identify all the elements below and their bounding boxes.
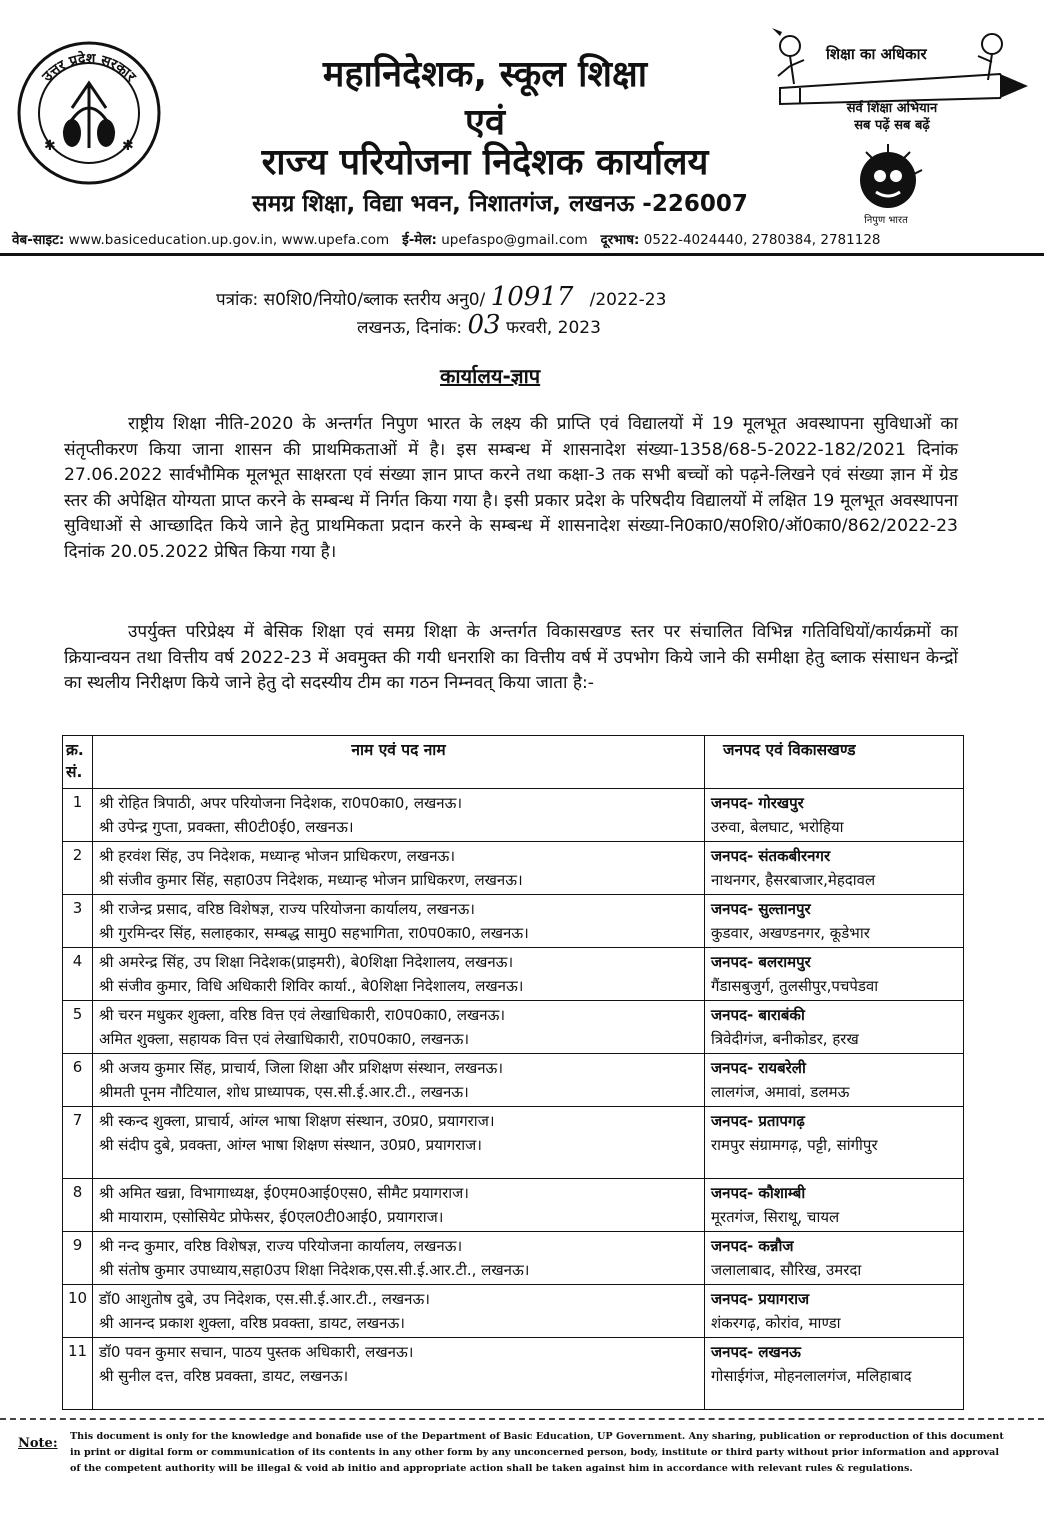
org-address: समग्र शिक्षा, विद्या भवन, निशातगंज, लखनऊ -226007: [252, 191, 748, 217]
email-label: ई-मेल:: [402, 232, 437, 248]
date-suffix: फरवरी, 2023: [505, 318, 601, 338]
row-district-blocks: [705, 1285, 964, 1338]
team-member-1: डॉ0 पवन कुमार सचान, पाठय पुस्तक अधिकारी, लखनऊ।: [99, 1343, 414, 1361]
district-name: जनपद- प्रयागराज: [711, 1290, 810, 1308]
date-line: [357, 310, 601, 340]
development-blocks: गोसाईगंज, मोहनलालगंज, मलिहाबाद: [711, 1367, 912, 1385]
row-serial-number: 8: [63, 1179, 93, 1232]
team-member-2: श्री संदीप दुबे, प्रवक्ता, आंग्ल भाषा शिक्षण संस्थान, उ0प्र0, प्रयागराज।: [99, 1136, 482, 1154]
phone-value: 0522-4024440, 2780384, 2781128: [643, 232, 881, 248]
team-member-1: श्री राजेन्द्र प्रसाद, वरिष्ठ विशेषज्ञ, राज्य परियोजना कार्यालय, लखनऊ।: [99, 900, 475, 918]
svg-text:✱: ✱: [44, 138, 56, 154]
row-team-members: [93, 1107, 705, 1179]
district-name: जनपद- बाराबंकी: [711, 1006, 805, 1024]
table-row: [63, 1285, 964, 1338]
table-row: [63, 1338, 964, 1410]
row-serial-number: 11: [63, 1338, 93, 1410]
team-member-2: श्री मायाराम, एसोसियेट प्रोफेसर, ई0एल0टी0आई0, प्रयागराज।: [99, 1208, 444, 1226]
team-member-1: श्री नन्द कुमार, वरिष्ठ विशेषज्ञ, राज्य परियोजना कार्यालय, लखनऊ।: [99, 1237, 463, 1255]
table-header-row: [63, 736, 964, 789]
reference-prefix: पत्रांक: स0शि0/नियो0/ब्लाक स्तरीय अनु0/: [216, 290, 486, 310]
row-serial-number: 6: [63, 1054, 93, 1107]
seal-text: उत्तर प्रदेश सरकार: [39, 50, 139, 85]
district-name: जनपद- संतकबीरनगर: [711, 847, 831, 865]
team-member-1: डॉ0 आशुतोष दुबे, उप निदेशक, एस.सी.ई.आर.टी., लखनऊ।: [99, 1290, 430, 1308]
row-serial-number: 9: [63, 1232, 93, 1285]
ssa-slogan-line1: सर्व शिक्षा अभियान: [846, 101, 938, 116]
reference-number-line: [216, 282, 666, 312]
development-blocks: नाथनगर, हैसरबाजार,मेहदावल: [711, 871, 876, 889]
table-row: [63, 1107, 964, 1179]
row-serial-number: 3: [63, 895, 93, 948]
row-team-members: [93, 842, 705, 895]
row-district-blocks: [705, 1179, 964, 1232]
row-team-members: [93, 1054, 705, 1107]
team-member-1: श्री स्कन्द शुक्ला, प्राचार्य, आंग्ल भाषा शिक्षण संस्थान, उ0प्र0, प्रयागराज।: [99, 1112, 495, 1130]
nipun-bharat-label: निपुण भारत: [864, 215, 908, 226]
row-team-members: [93, 1338, 705, 1410]
nipun-bharat-logo: [836, 138, 936, 216]
row-serial-number: 2: [63, 842, 93, 895]
body-paragraph-2: उपर्युक्त परिप्रेक्ष्य में बेसिक शिक्षा एवं समग्र शिक्षा के अन्तर्गत विकासखण्ड स्तर पर संचालित विभिन्न गतिविधियों/कार्यक्रमों का क्रियान्वयन तथा वित्तीय वर्ष 2022-23 में अवमुक्त की गयी धनराशि का वित्तीय वर्ष में उपभोग किये जाने की समीक्षा हेतु ब्लाक संसाधन केन्द्रों का स्थलीय निरीक्षण किये जाने हेतु दो सदस्यीय टीम का गठन निम्नवत् किया जाता है:-: [64, 622, 958, 693]
row-serial-number: 7: [63, 1107, 93, 1179]
ssa-slogan-line2: सब पढ़ें सब बढ़ें: [854, 118, 930, 133]
website-value[interactable]: www.basiceducation.up.gov.in, www.upefa.com: [68, 232, 390, 248]
row-district-blocks: [705, 1338, 964, 1410]
row-serial-number: 4: [63, 948, 93, 1001]
row-district-blocks: [705, 1107, 964, 1179]
phone-label: दूरभाष:: [600, 232, 640, 248]
team-member-2: श्री संतोष कुमार उपाध्याय,सहा0उप शिक्षा निदेशक,एस.सी.ई.आर.टी., लखनऊ।: [99, 1261, 530, 1279]
district-name: जनपद- प्रतापगढ़: [711, 1112, 805, 1130]
row-serial-number: 10: [63, 1285, 93, 1338]
row-district-blocks: [705, 948, 964, 1001]
district-name: जनपद- गोरखपुर: [711, 794, 804, 812]
table-body: [63, 789, 964, 1410]
row-team-members: [93, 895, 705, 948]
row-district-blocks: [705, 789, 964, 842]
table-row: [63, 842, 964, 895]
footer-divider: [0, 1418, 1044, 1421]
team-member-1: श्री हरवंश सिंह, उप निदेशक, मध्यान्ह भोजन प्राधिकरण, लखनऊ।: [99, 847, 456, 865]
team-member-2: श्री आनन्द प्रकाश शुक्ला, वरिष्ठ प्रवक्ता, डायट, लखनऊ।: [99, 1314, 405, 1332]
district-name: जनपद- कन्नौज: [711, 1237, 794, 1255]
up-government-seal-logo: [14, 38, 164, 188]
org-title-line2: एवं: [465, 102, 505, 143]
table-row: [63, 1054, 964, 1107]
footer-note-label: Note:: [18, 1436, 58, 1451]
contact-line: [12, 230, 1032, 248]
row-team-members: [93, 948, 705, 1001]
district-name: जनपद- लखनऊ: [711, 1343, 801, 1361]
org-title-line1: महानिदेशक, स्कूल शिक्षा: [322, 54, 648, 95]
team-member-2: श्रीमती पूनम नौटियाल, शोध प्राध्यापक, एस.सी.ई.आर.टी., लखनऊ।: [99, 1083, 469, 1101]
table-row: [63, 1001, 964, 1054]
team-member-2: श्री उपेन्द्र गुप्ता, प्रवक्ता, सी0टी0ई0, लखनऊ।: [99, 818, 354, 836]
row-district-blocks: [705, 1001, 964, 1054]
row-team-members: [93, 1179, 705, 1232]
team-member-1: श्री रोहित त्रिपाठी, अपर परियोजना निदेशक, रा0प0का0, लखनऊ।: [99, 794, 463, 812]
development-blocks: रामपुर संग्रामगढ़, पट्टी, सांगीपुर: [711, 1136, 878, 1154]
row-team-members: [93, 1001, 705, 1054]
date-prefix: लखनऊ, दिनांक:: [357, 318, 463, 338]
org-title-line3: राज्य परियोजना निदेशक कार्यालय: [261, 142, 709, 183]
team-member-1: श्री अमरेन्द्र सिंह, उप शिक्षा निदेशक(प्राइमरी), बे0शिक्षा निदेशालय, लखनऊ।: [99, 953, 514, 971]
reference-year: /2022-23: [589, 290, 667, 310]
development-blocks: लालगंज, अमावां, डलमऊ: [711, 1083, 850, 1101]
table-row: [63, 1232, 964, 1285]
district-name: जनपद- रायबरेली: [711, 1059, 806, 1077]
row-team-members: [93, 1232, 705, 1285]
district-name: जनपद- सुल्तानपुर: [711, 900, 811, 918]
website-label: वेब-साइट:: [12, 232, 65, 248]
development-blocks: गैंडासबुजुर्ग, तुलसीपुर,पचपेडवा: [711, 977, 879, 995]
team-member-2: श्री सुनील दत्त, वरिष्ठ प्रवक्ता, डायट, लखनऊ।: [99, 1367, 349, 1385]
row-team-members: [93, 1285, 705, 1338]
reference-number-handwritten: 10917: [490, 282, 574, 312]
development-blocks: शंकरगढ़, कोरांव, माण्डा: [711, 1314, 841, 1332]
development-blocks: जलालाबाद, सौरिख, उमरदा: [711, 1261, 862, 1279]
table-row: [63, 948, 964, 1001]
development-blocks: कुडवार, अखण्डनगर, कूडेभार: [711, 924, 870, 942]
district-name: जनपद- बलरामपुर: [711, 953, 811, 971]
development-blocks: मूरतगंज, सिराथू, चायल: [711, 1208, 840, 1226]
team-member-1: श्री अजय कुमार सिंह, प्राचार्य, जिला शिक्षा और प्रशिक्षण संस्थान, लखनऊ।: [99, 1059, 504, 1077]
team-member-2: श्री संजीव कुमार सिंह, सहा0उप निदेशक, मध्यान्ह भोजन प्राधिकरण, लखनऊ।: [99, 871, 523, 889]
table-row: [63, 1179, 964, 1232]
table-row: [63, 789, 964, 842]
date-day-handwritten: 03: [467, 310, 501, 340]
svg-text:उत्तर प्रदेश सरकार: [39, 50, 140, 86]
row-district-blocks: [705, 1054, 964, 1107]
memo-title: कार्यालय-ज्ञाप: [440, 364, 541, 388]
column-header-sno: क्र. सं.: [63, 736, 93, 789]
team-member-1: श्री चरन मधुकर शुक्ला, वरिष्ठ वित्त एवं लेखाधिकारी, रा0प0का0, लखनऊ।: [99, 1006, 506, 1024]
row-serial-number: 1: [63, 789, 93, 842]
team-member-1: श्री अमित खन्ना, विभागाध्यक्ष, ई0एम0आई0एस0, सीमैट प्रयागराज।: [99, 1184, 469, 1202]
development-blocks: त्रिवेदीगंज, बनीकोडर, हरख: [711, 1030, 859, 1048]
email-value[interactable]: upefaspo@gmail.com: [441, 232, 588, 248]
row-district-blocks: [705, 895, 964, 948]
column-header-names: नाम एवं पद नाम: [93, 736, 705, 789]
table-row: [63, 895, 964, 948]
row-team-members: [93, 789, 705, 842]
team-member-2: श्री गुरमिन्दर सिंह, सलाहकार, सम्बद्ध सामु0 सहभागिता, रा0प0का0, लखनऊ।: [99, 924, 529, 942]
rte-title: शिक्षा का अधिकार: [826, 45, 927, 63]
column-header-district: जनपद एवं विकासखण्ड: [705, 736, 964, 789]
row-serial-number: 5: [63, 1001, 93, 1054]
row-district-blocks: [705, 842, 964, 895]
row-district-blocks: [705, 1232, 964, 1285]
body-paragraph-1: राष्ट्रीय शिक्षा नीति-2020 के अन्तर्गत निपुण भारत के लक्ष्य की प्राप्ति एवं विद्यालयों में 19 मूलभूत अवस्थापना सुविधाओं का संतृप्तीकरण किया जाना शासन की प्राथमिकताओं में है। इस सम्बन्ध में शासनादेश संख्या-1358/68-5-2022-182/2021 दिनांक 27.06.2022 सार्वभौमिक मूलभूत साक्षरता एवं संख्या ज्ञान प्राप्त करने तथा कक्षा-3 तक सभी बच्चों को पढ़ने-लिखने एवं संख्या ज्ञान में ग्रेड स्तर की अपेक्षित योग्यता प्राप्त करने के सम्बन्ध में निर्गत किया गया है। इसी प्रकार प्रदेश के परिषदीय विद्यालयों में लक्षित 19 मूलभूत अवस्थापना सुविधाओं से आच्छादित किये जाने हेतु प्राथमिकता प्रदान करने के सम्बन्ध में शासनादेश संख्या-नि0का0/स0शि0/ऑ0का0/862/2022-23 दिनांक 20.05.2022 प्रेषित किया गया है।: [64, 414, 958, 562]
team-member-2: श्री संजीव कुमार, विधि अधिकारी शिविर कार्या., बे0शिक्षा निदेशालय, लखनऊ।: [99, 977, 524, 995]
development-blocks: उरुवा, बेलघाट, भरोहिया: [711, 818, 844, 836]
header-divider: [0, 253, 1044, 256]
inspection-team-table: [62, 735, 964, 1410]
footer-note-text: This document is only for the knowledge and bonafide use of the Department of Basic Education, UP Government. Any sharing, publication or reproduction of this document in print or digital form or communication of its contents in any other form by any unconcerned person, body, institute or third party without prior information and approval of the competent authority will be illegal & void ab initio and appropriate action shall be taken against him in accordance with relevant rules & regulations.: [70, 1431, 1004, 1474]
team-member-2: अमित शुक्ला, सहायक वित्त एवं लेखाधिकारी, रा0प0का0, लखनऊ।: [99, 1030, 470, 1048]
svg-text:✱: ✱: [122, 138, 134, 154]
district-name: जनपद- कौशाम्बी: [711, 1184, 806, 1202]
